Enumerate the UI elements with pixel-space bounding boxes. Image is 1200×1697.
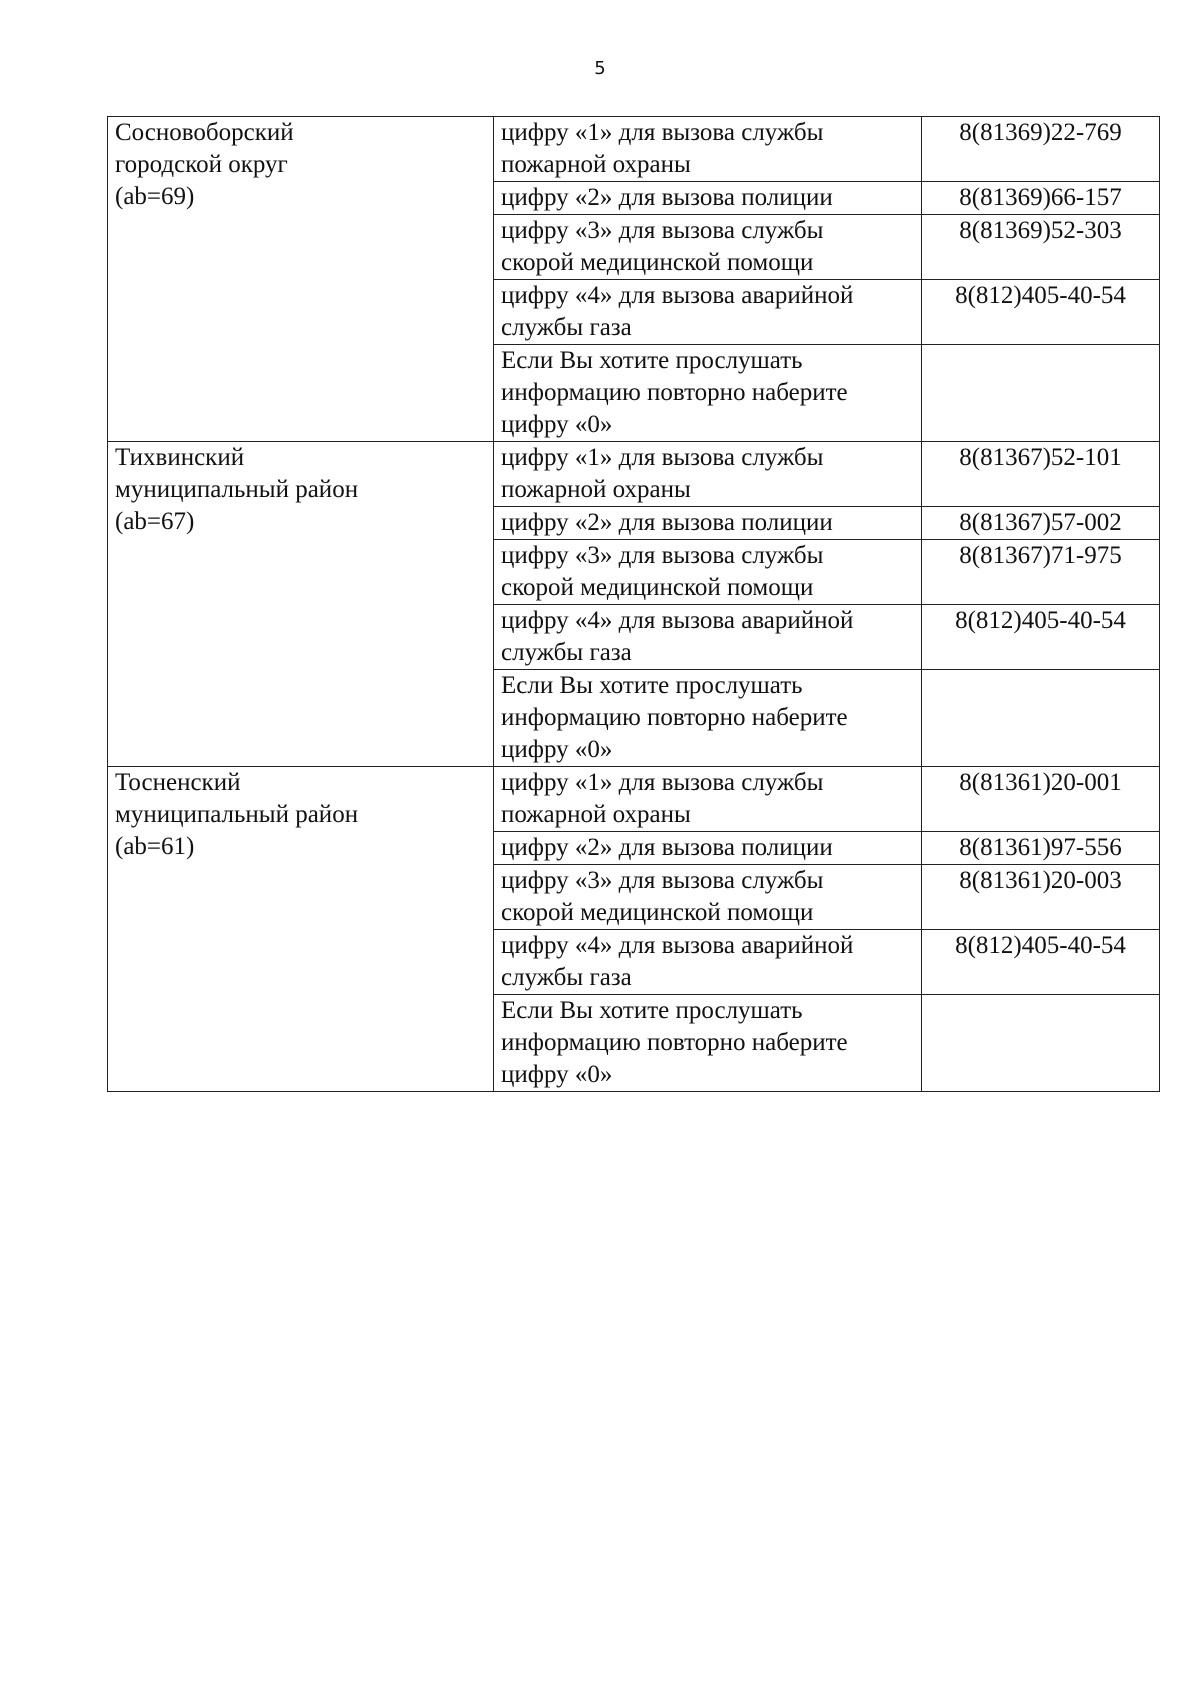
instruction-line: службы газа: [501, 639, 632, 666]
instruction-cell: [494, 345, 922, 442]
instruction-line: цифру «3» для вызова службы: [501, 217, 824, 244]
instruction-line: скорой медицинской помощи: [501, 249, 814, 276]
district-cell: [108, 117, 494, 442]
phone-number: [922, 995, 1160, 1092]
instruction-line: службы газа: [501, 314, 632, 341]
phone-number: 8(81367)71-975: [922, 540, 1160, 605]
instruction-line: цифру «3» для вызова службы: [501, 542, 824, 569]
instruction-line: информацию повторно наберите: [501, 704, 848, 731]
table-row: [108, 767, 1160, 832]
phone-number: 8(81369)22-769: [922, 117, 1160, 182]
instruction-cell: [494, 117, 922, 182]
table-body: [108, 117, 1160, 1092]
instruction-line: службы газа: [501, 964, 632, 991]
instruction-line: скорой медицинской помощи: [501, 574, 814, 601]
instruction-line: цифру «4» для вызова аварийной: [501, 607, 854, 634]
instruction-line: цифру «4» для вызова аварийной: [501, 282, 854, 309]
instruction-line: Если Вы хотите прослушать: [501, 997, 803, 1024]
district-name-line: муниципальный район: [115, 476, 359, 503]
phone-number: [922, 670, 1160, 767]
phone-number: 8(81367)57-002: [922, 507, 1160, 540]
district-name-line: муниципальный район: [115, 801, 359, 828]
phone-number: [922, 345, 1160, 442]
instruction-line: цифру «0»: [501, 1061, 613, 1088]
district-name-line: Тихвинский: [115, 444, 245, 471]
phone-number: 8(812)405-40-54: [922, 930, 1160, 995]
phone-number: 8(81361)20-003: [922, 865, 1160, 930]
instruction-cell: [494, 832, 922, 865]
district-code: (ab=61): [115, 833, 195, 860]
table-row: [108, 442, 1160, 507]
phone-number: 8(81369)66-157: [922, 182, 1160, 215]
instruction-cell: [494, 865, 922, 930]
phone-number: 8(812)405-40-54: [922, 605, 1160, 670]
page-number: 5: [594, 58, 606, 79]
district-cell: [108, 442, 494, 767]
instruction-cell: [494, 605, 922, 670]
instruction-line: пожарной охраны: [501, 151, 691, 178]
instruction-line: Если Вы хотите прослушать: [501, 347, 803, 374]
phone-number: 8(812)405-40-54: [922, 280, 1160, 345]
table-row: [108, 117, 1160, 182]
instruction-line: цифру «1» для вызова службы: [501, 119, 824, 146]
instruction-cell: [494, 995, 922, 1092]
instruction-line: информацию повторно наберите: [501, 1029, 848, 1056]
instruction-line: цифру «0»: [501, 736, 613, 763]
instruction-cell: [494, 930, 922, 995]
instruction-cell: [494, 540, 922, 605]
instruction-line: цифру «4» для вызова аварийной: [501, 932, 854, 959]
instruction-line: цифру «2» для вызова полиции: [501, 834, 833, 861]
instruction-cell: [494, 442, 922, 507]
phone-number: 8(81367)52-101: [922, 442, 1160, 507]
instruction-cell: [494, 182, 922, 215]
phone-number: 8(81369)52-303: [922, 215, 1160, 280]
emergency-phone-table: [107, 116, 1160, 1092]
instruction-cell: [494, 507, 922, 540]
instruction-cell: [494, 280, 922, 345]
district-code: (ab=69): [115, 183, 195, 210]
instruction-line: скорой медицинской помощи: [501, 899, 814, 926]
phone-number: 8(81361)20-001: [922, 767, 1160, 832]
district-code: (ab=67): [115, 508, 195, 535]
instruction-line: цифру «0»: [501, 411, 613, 438]
instruction-line: цифру «2» для вызова полиции: [501, 509, 833, 536]
district-name-line: Тосненский: [115, 769, 241, 796]
instruction-line: цифру «1» для вызова службы: [501, 769, 824, 796]
district-name-line: городской округ: [115, 151, 288, 178]
district-name-line: Сосновоборский: [115, 119, 294, 146]
instruction-cell: [494, 767, 922, 832]
instruction-cell: [494, 215, 922, 280]
phone-number: 8(81361)97-556: [922, 832, 1160, 865]
instruction-cell: [494, 670, 922, 767]
instruction-line: цифру «3» для вызова службы: [501, 867, 824, 894]
instruction-line: пожарной охраны: [501, 476, 691, 503]
district-cell: [108, 767, 494, 1092]
instruction-line: Если Вы хотите прослушать: [501, 672, 803, 699]
instruction-line: информацию повторно наберите: [501, 379, 848, 406]
instruction-line: пожарной охраны: [501, 801, 691, 828]
instruction-line: цифру «2» для вызова полиции: [501, 184, 833, 211]
instruction-line: цифру «1» для вызова службы: [501, 444, 824, 471]
